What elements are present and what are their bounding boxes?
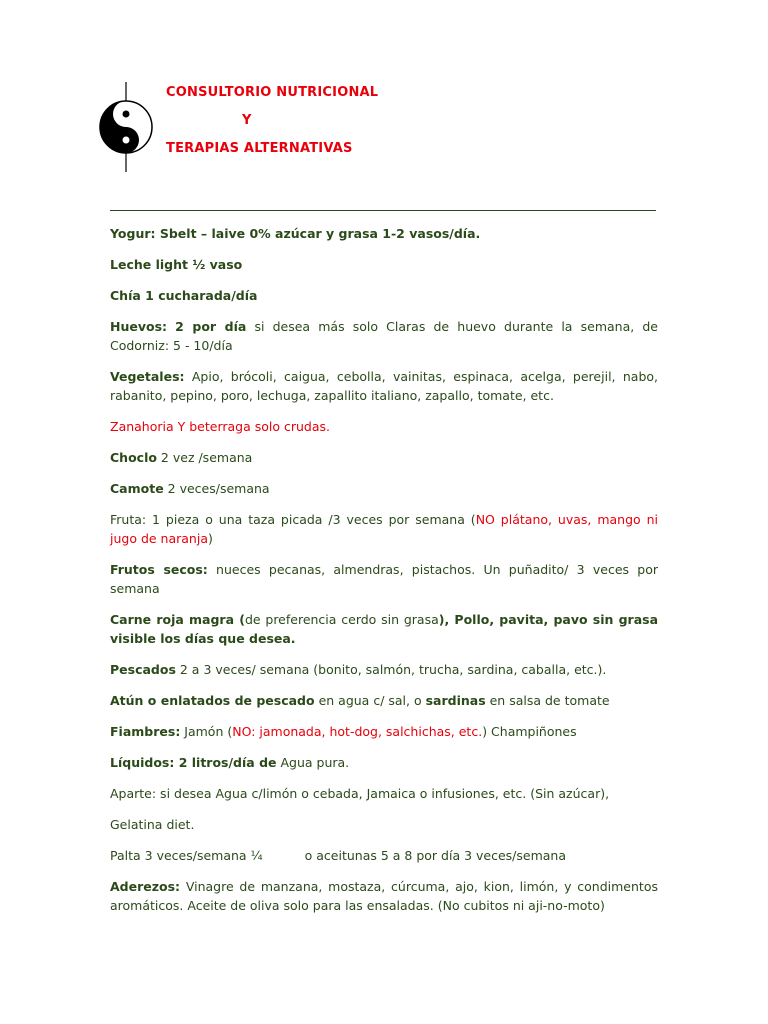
item-leche: Leche light ½ vaso [110, 257, 243, 272]
item-choclo: Choclo 2 vez /semana [110, 450, 253, 465]
item-chia: Chía 1 cucharada/día [110, 288, 258, 303]
item-liquidos: Líquidos: 2 litros/día de Agua pura. [110, 755, 350, 770]
yin-yang-icon [96, 82, 156, 172]
item-vegetales: Vegetales: Apio, brócoli, caigua, cebolla, vainitas, espinaca, acelga, perejil, nabo, rabanito, pepino, poro, lechuga, zapallito italiano, zapallo, tomate, etc. [110, 369, 658, 403]
item-carne: Carne roja magra (de preferencia cerdo sin grasa), Pollo, pavita, pavo sin grasa visible los días que desea. [110, 612, 659, 646]
item-huevos: Huevos: 2 por día si desea más solo Claras de huevo durante la semana, de Codorniz: 5 - 10/día [110, 319, 658, 353]
clinic-title-line3: TERAPIAS ALTERNATIVAS [166, 141, 353, 156]
item-fiambres: Fiambres: Jamón (NO: jamonada, hot-dog, salchichas, etc.) Champiñones [110, 724, 577, 739]
item-atun: Atún o enlatados de pescado en agua c/ sal, o sardinas en salsa de tomate [110, 693, 610, 708]
diet-list [110, 224, 658, 927]
item-yogur: Yogur: Sbelt – laive 0% azúcar y grasa 1-2 vasos/día. [110, 226, 481, 241]
clinic-title-line2: Y [242, 113, 252, 128]
item-camote: Camote 2 veces/semana [110, 481, 270, 496]
item-aparte: Aparte: si desea Agua c/limón o cebada, Jamaica o infusiones, etc. (Sin azúcar), [110, 786, 610, 801]
item-gelatina: Gelatina diet. [110, 817, 195, 832]
item-fruta: Fruta: 1 pieza o una taza picada /3 veces por semana (NO plátano, uvas, mango ni jugo de naranja) [110, 512, 658, 546]
item-zanahoria: Zanahoria Y beterraga solo crudas. [110, 419, 331, 434]
clinic-title-line1: CONSULTORIO NUTRICIONAL [166, 85, 379, 100]
header-divider [110, 210, 656, 211]
item-frutos-secos: Frutos secos: nueces pecanas, almendras, pistachos. Un puñadito/ 3 veces por semana [110, 562, 658, 596]
item-pescados: Pescados 2 a 3 veces/ semana (bonito, salmón, trucha, sardina, caballa, etc.). [110, 662, 607, 677]
item-palta: Palta 3 veces/semana ¼ o aceitunas 5 a 8 por día 3 veces/semana [110, 848, 567, 863]
item-aderezos: Aderezos: Vinagre de manzana, mostaza, cúrcuma, ajo, kion, limón, y condimentos aromáticos. Aceite de oliva solo para las ensaladas. (No cubitos ni aji-no-moto) [110, 879, 658, 913]
